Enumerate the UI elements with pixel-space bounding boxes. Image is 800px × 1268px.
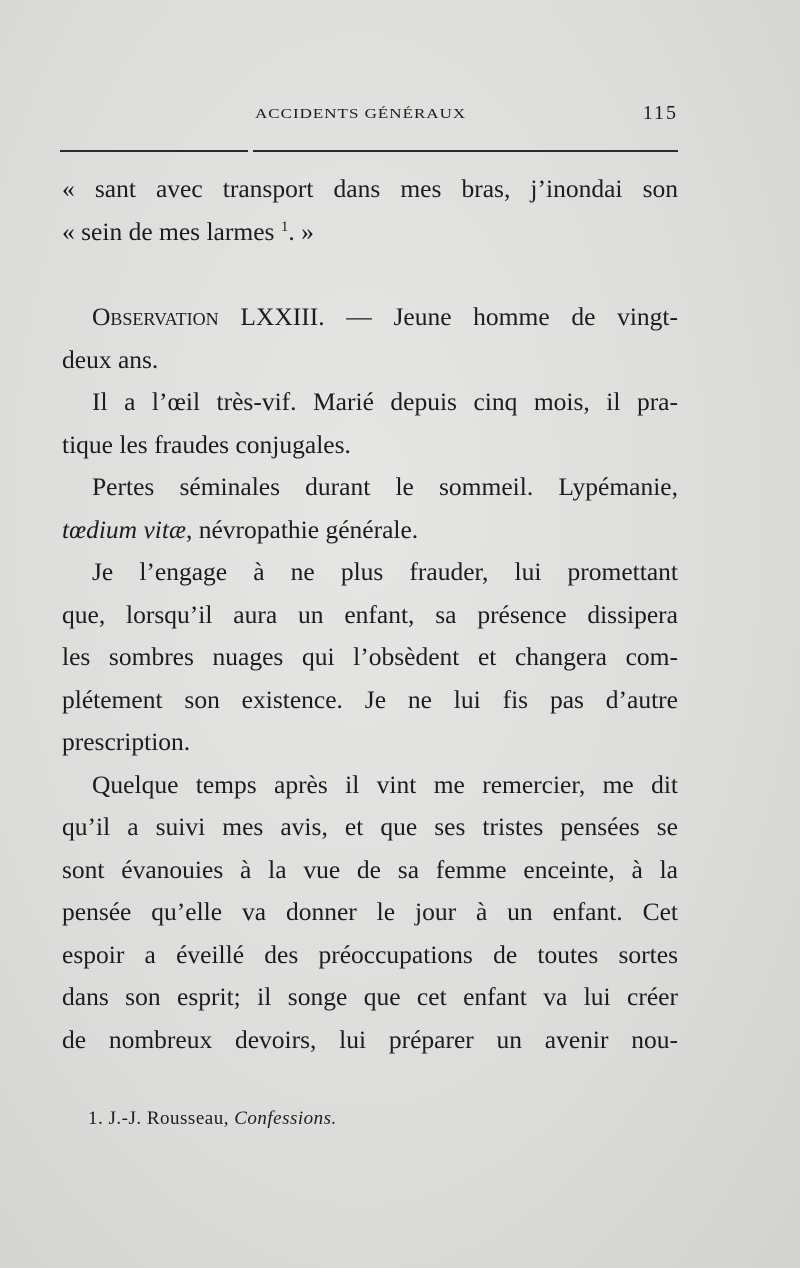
text-line: plétement son existence. Je ne lui fis pas d’autre xyxy=(62,684,678,714)
text-line: « sant avec transport dans mes bras, j’inondai son xyxy=(62,174,678,203)
text-line: Il a l’œil très-vif. Marié depuis cinq mois, il pra- xyxy=(92,387,678,416)
footnote-reference: 1 xyxy=(280,218,289,235)
footnote-marker: 1. xyxy=(88,1108,104,1129)
paragraph-gap xyxy=(62,253,678,296)
quote-close: . » xyxy=(288,216,314,246)
header-rule-gap xyxy=(248,149,253,153)
footnote-author: J.-J. Rousseau, xyxy=(103,1108,235,1129)
text-line: Pertes séminales durant le sommeil. Lypémanie, xyxy=(92,472,678,501)
footnote-work: Confessions. xyxy=(234,1108,337,1129)
text-fragment: , névropathie générale. xyxy=(185,514,419,544)
text-line: pensée qu’elle va donner le jour à un enfant. Cet xyxy=(62,897,678,926)
text-line: sont évanouies à la vue de sa femme enceinte, à la xyxy=(62,854,678,884)
observation-number: LXXIII. xyxy=(240,302,325,331)
page-header xyxy=(60,100,678,130)
text-line: Je l’engage à ne plus frauder, lui promettant xyxy=(92,557,678,586)
header-rule xyxy=(60,150,678,152)
text-line: dans son esprit; il songe que cet enfant va lui créer xyxy=(62,982,678,1011)
observation-label: Observation xyxy=(92,302,219,331)
observation-title: — Jeune homme de vingt- xyxy=(324,302,678,331)
text-line: tique les fraudes conjugales. xyxy=(62,429,351,459)
footnote xyxy=(88,1108,337,1130)
text-line: que, lorsqu’il aura un enfant, sa présence dissipera xyxy=(62,599,678,629)
text-line: deux ans. xyxy=(62,344,159,374)
text-line: de nombreux devoirs, lui préparer un avenir nou- xyxy=(62,1024,678,1054)
text-line: espoir a éveillé des préoccupations de toutes sortes xyxy=(62,939,678,969)
observation-heading xyxy=(62,296,678,339)
text-line: Quelque temps après il vint me remercier, me dit xyxy=(92,769,678,799)
text-line: les sombres nuages qui l’obsèdent et changera com- xyxy=(62,642,678,671)
body-text xyxy=(62,168,678,1061)
italic-phrase: tœdium vitæ xyxy=(62,514,186,544)
quote-text: « sein de mes larmes xyxy=(62,216,281,246)
text-line: qu’il a suivi mes avis, et que ses tristes pensées se xyxy=(62,812,678,841)
running-title: ACCIDENTS GÉNÉRAUX xyxy=(255,106,467,122)
page-number: 115 xyxy=(642,102,678,124)
text-line xyxy=(62,509,678,552)
text-line: prescription. xyxy=(62,727,191,756)
text-line xyxy=(62,211,678,254)
